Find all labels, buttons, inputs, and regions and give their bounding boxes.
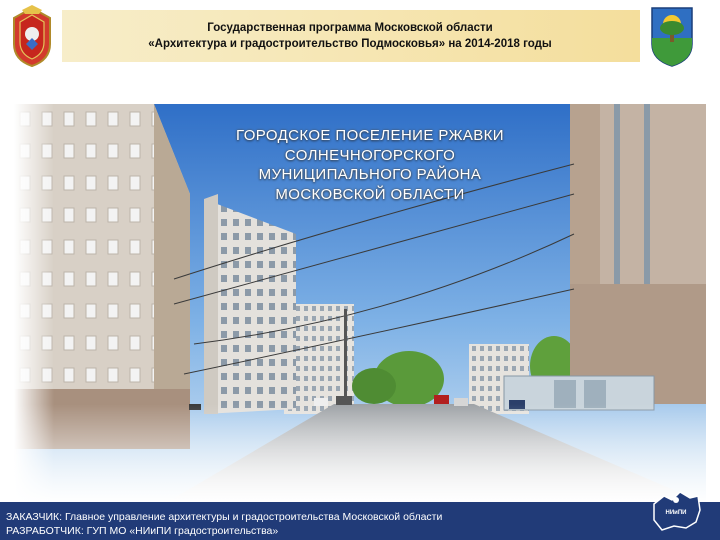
photo-fade-bottom (14, 404, 706, 504)
developer-line: РАЗРАБОТЧИК: ГУП МО «НИиПИ градостроительства» (6, 525, 279, 537)
slide-title-line-3: МУНИЦИПАЛЬНОГО РАЙОНА (258, 166, 482, 183)
slide-title-line-4: МОСКОВСКОЙ ОБЛАСТИ (275, 185, 465, 203)
footer (0, 502, 720, 540)
header (0, 0, 720, 72)
niipi-logo-label: НИиПИ (665, 510, 687, 516)
program-title (70, 20, 630, 52)
customer-line: ЗАКАЗЧИК: Главное управление архитектуры и градостроительства Московской области (6, 511, 443, 523)
utility-pole (344, 309, 347, 409)
slide-title (200, 126, 540, 204)
moscow-oblast-coat-of-arms-icon (10, 4, 54, 68)
footer-text (6, 510, 442, 538)
solnechnogorsk-coat-of-arms-icon (648, 4, 696, 68)
slide-title-line-1: ГОРОДСКОЕ ПОСЕЛЕНИЕ РЖАВКИ (236, 127, 504, 144)
program-title-line-2: «Архитектура и градостроительство Подмосковья» на 2014-2018 годы (148, 38, 552, 50)
program-title-line-1: Государственная программа Московской области (207, 22, 493, 34)
slide-title-line-2: СОЛНЕЧНОГОРСКОГО (284, 146, 456, 164)
